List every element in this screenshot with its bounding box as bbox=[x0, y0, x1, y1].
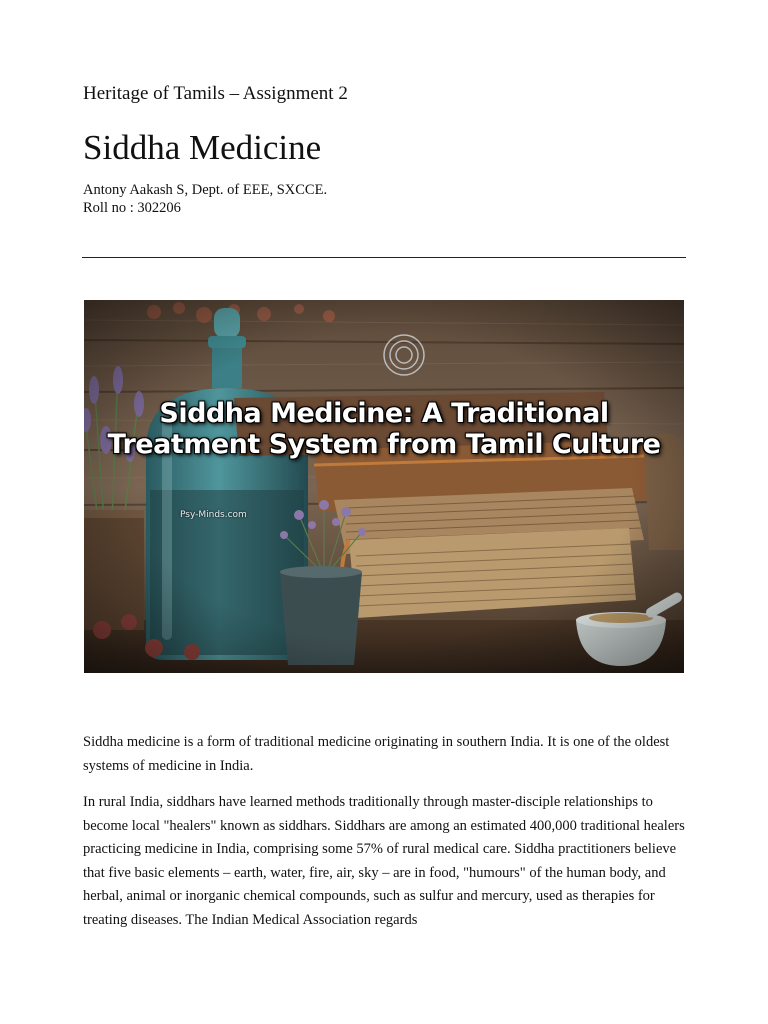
roll-number: Roll no : 302206 bbox=[83, 200, 181, 216]
hero-illustration bbox=[84, 300, 684, 673]
paragraph-siddhars: In rural India, siddhars have learned methods traditionally through master-disciple relationships to become local "healers" known as siddhars. Siddhars are among an estimated 400,000 traditional healers practicing medicine in India, comprising some 57% of rural medical care. Siddha practitioners believe that five basic elements – earth, water, fire, air, sky – are in food, "humours" of the human body, and herbal, animal or inorganic chemical compounds, such as sulfur and mercury, used as therapies for treating diseases. The Indian Medical Association regards bbox=[83, 794, 685, 928]
paragraph-intro: Siddha medicine is a form of traditional medicine originating in southern India. It is one of the oldest systems of medicine in India. bbox=[83, 734, 670, 774]
body-text bbox=[83, 731, 688, 945]
horizontal-divider bbox=[82, 257, 686, 258]
image-watermark: Psy-Minds.com bbox=[180, 510, 247, 520]
hero-image bbox=[84, 300, 684, 673]
hero-title-line-1: Siddha Medicine: A Traditional bbox=[159, 398, 609, 429]
author-block bbox=[83, 181, 327, 217]
hero-title bbox=[84, 398, 684, 460]
page-title: Siddha Medicine bbox=[83, 128, 322, 167]
course-heading: Heritage of Tamils – Assignment 2 bbox=[83, 83, 348, 104]
author-line: Antony Aakash S, Dept. of EEE, SXCCE. bbox=[83, 182, 328, 198]
hero-title-line-2: Treatment System from Tamil Culture bbox=[107, 429, 661, 460]
